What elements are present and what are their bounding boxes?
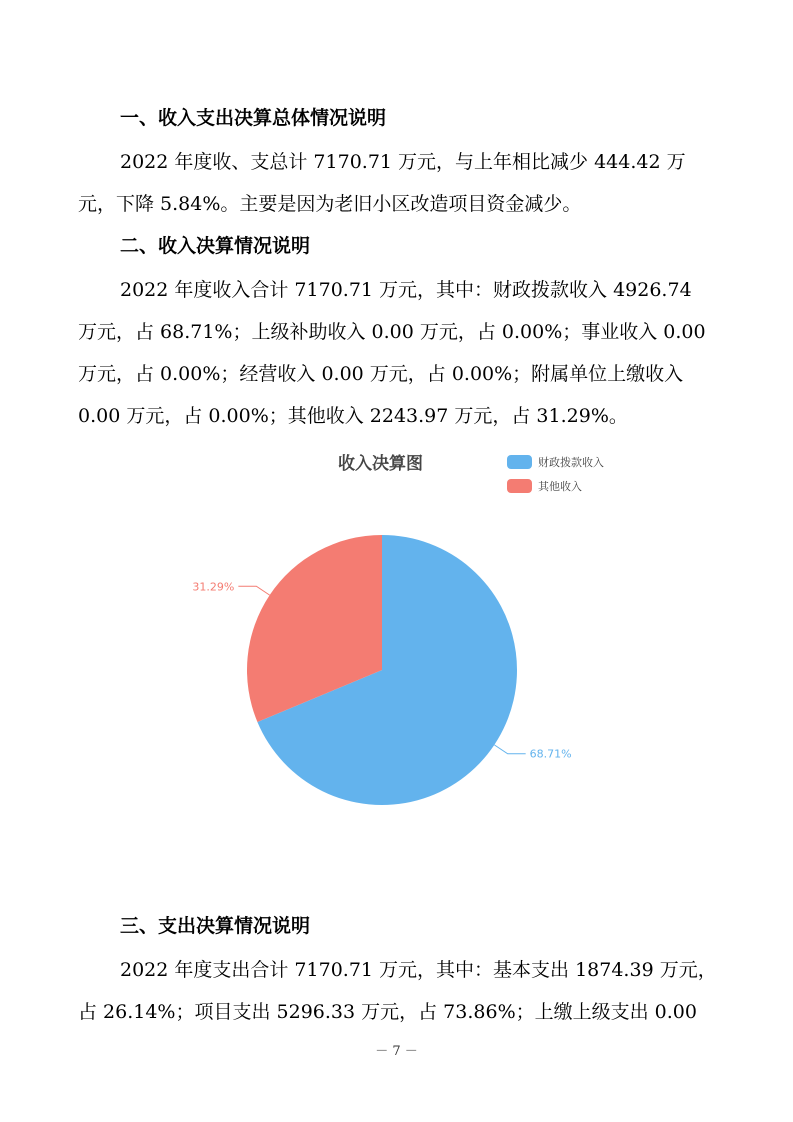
section1-line-1: 2022 年度收、支总计 7170.71 万元，与上年相比减少 444.42 万 [120, 151, 686, 173]
pie-data-label-1: 31.29% [192, 580, 235, 594]
section1-heading: 一、收入支出决算总体情况说明 [120, 107, 387, 129]
section2-heading: 二、收入决算情况说明 [120, 235, 311, 257]
pie-data-label-0: 68.71% [529, 747, 572, 761]
section2-line-3: 万元，占 0.00%；经营收入 0.00 万元，占 0.00%；附属单位上缴收入 [78, 363, 684, 385]
section2-line-1: 2022 年度收入合计 7170.71 万元，其中：财政拨款收入 4926.74 [120, 279, 692, 301]
section3-heading: 三、支出决算情况说明 [120, 915, 311, 937]
section2-line-2: 万元，占 68.71%；上级补助收入 0.00 万元，占 0.00%；事业收入 0.00 [78, 321, 706, 343]
section2-line-4: 0.00 万元，占 0.00%；其他收入 2243.97 万元，占 31.29%。 [78, 405, 628, 427]
pie-label-line-1 [238, 586, 269, 595]
pie-label-line-0 [494, 745, 525, 754]
chart-title: 收入决算图 [338, 454, 423, 474]
page-number: － 7 － [375, 1044, 418, 1059]
legend-label: 财政拨款收入 [538, 456, 604, 469]
section3-line-1: 2022 年度支出合计 7170.71 万元，其中：基本支出 1874.39 万元， [120, 959, 717, 981]
section3-line-2: 占 26.14%；项目支出 5296.33 万元，占 73.86%；上缴上级支出 0.00 [78, 1001, 697, 1023]
legend-label: 其他收入 [538, 480, 582, 493]
section1-line-2: 元，下降 5.84%。主要是因为老旧小区改造项目资金减少。 [78, 193, 582, 215]
